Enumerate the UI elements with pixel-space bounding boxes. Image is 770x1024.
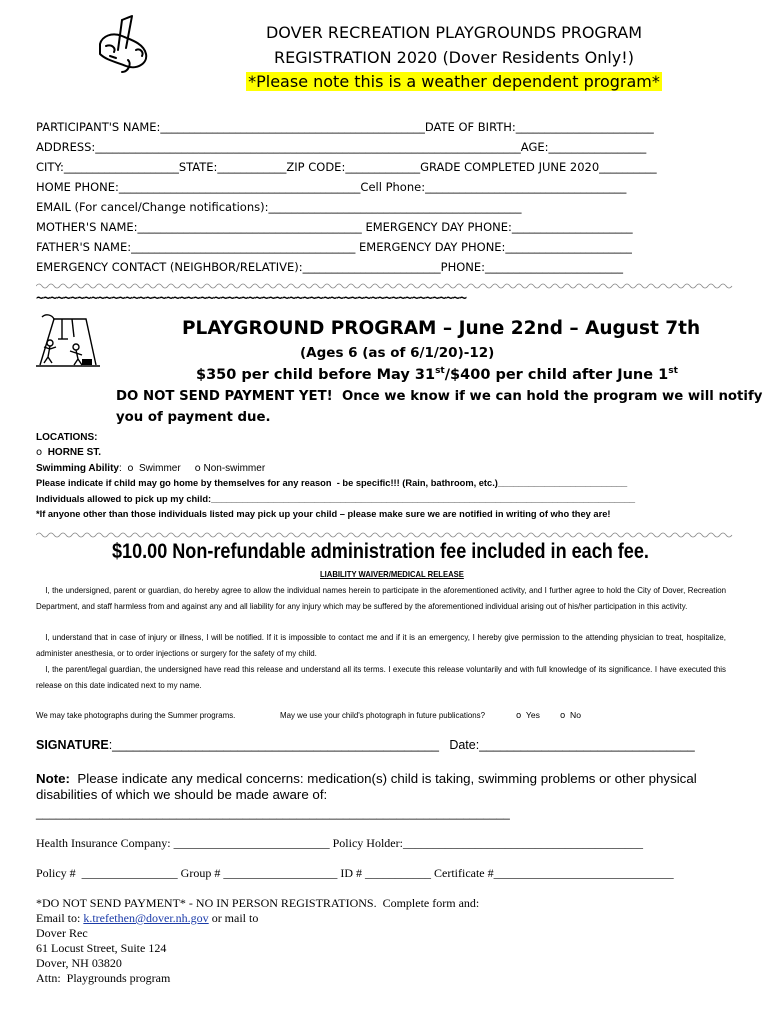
yes-label: Yes [525, 710, 540, 720]
medical-note-line2: disabilities of which we should be made aware of: [36, 787, 328, 802]
insurance-line1[interactable]: Health Insurance Company: __________________________ Policy Holder:________________________________________ [36, 836, 643, 850]
medical-answer-line[interactable]: _______________________________________________________________________ [36, 806, 510, 820]
mail-address-line1: Dover Rec [36, 926, 88, 940]
email-link[interactable]: k.trefethen@dover.nh.gov [83, 911, 209, 925]
insurance-line2[interactable]: Policy # ________________ Group # ___________________ ID # ___________ Certificate #______________________________ [36, 866, 674, 880]
waiver-paragraph-3: I, the parent/legal guardian, the undersigned have read this release and understand all its terms. I execute this release voluntarily and with full knowledge of its significance. I have executed this release on this date indicated next to my name. [36, 664, 726, 690]
wavy-divider-2 [36, 531, 736, 539]
playground-clipart-icon [36, 313, 100, 369]
pickup-field[interactable]: Individuals allowed to pick up my child:__________________________________________________________________________________ [36, 494, 636, 504]
note-label: Note: [36, 771, 70, 786]
no-label: No [570, 710, 582, 720]
email-prefix: Email to: [36, 911, 84, 925]
address-age-field[interactable]: ADDRESS:__________________________________________________________________________AGE:_________________ [36, 140, 647, 154]
note-text: Please indicate any medical concerns: medication(s) child is taking, swimming problems or other physical [69, 771, 697, 786]
mail-address-line3: Dover, NH 03820 [36, 956, 122, 970]
wavy-divider-1 [36, 281, 736, 291]
weather-notice [234, 72, 674, 91]
location-checkbox-icon[interactable]: o [36, 447, 43, 458]
swim-label: Swimming Ability [36, 463, 119, 474]
payment-notice-line1: DO NOT SEND PAYMENT YET! Once we know if we can hold the program we will notify [116, 389, 763, 404]
program-ages: (Ages 6 (as of 6/1/20)-12) [300, 345, 495, 361]
payment-notice-line2: you of payment due. [116, 410, 271, 425]
medical-note-line1 [36, 771, 697, 786]
no-radio-icon[interactable]: o [560, 711, 566, 721]
swimming-ability-row: Swimming Ability: o Swimmer o Non-swimmer [36, 463, 266, 474]
photo-no-option[interactable] [560, 710, 581, 721]
mail-address-line4: Attn: Playgrounds program [36, 971, 171, 985]
participant-name-dob-field[interactable]: PARTICIPANT'S NAME:______________________________________________DATE OF BIRTH:________________________ [36, 120, 654, 134]
non-swimmer-option: Non-swimmer [203, 463, 266, 474]
price-before: $350 per child before May 31 [196, 366, 436, 383]
non-swimmer-radio-icon[interactable]: o [194, 463, 201, 474]
home-cell-phone-field[interactable]: HOME PHONE:__________________________________________Cell Phone:___________________________________ [36, 180, 627, 194]
signature-label: SIGNATURE [36, 738, 109, 752]
footer-instructions: *DO NOT SEND PAYMENT* - NO IN PERSON REGISTRATIONS. Complete form and: [36, 896, 480, 910]
emergency-contact-field[interactable]: EMERGENCY CONTACT (NEIGHBOR/RELATIVE):________________________PHONE:________________________ [36, 260, 624, 274]
locations-heading: LOCATIONS: [36, 432, 98, 443]
yes-radio-icon[interactable]: o [516, 711, 522, 721]
price-before-sup: st [435, 366, 445, 376]
program-price [196, 366, 678, 383]
mother-name-phone-field[interactable]: MOTHER'S NAME:_______________________________________ EMERGENCY DAY PHONE:_____________________ [36, 220, 633, 234]
signature-line[interactable]: :_______________________________________________ [108, 738, 439, 752]
signature-field[interactable] [36, 738, 695, 752]
tilde-divider: ~~~~~~~~~~~~~~~~~~~~~~~~~~~~~~~~~~~~~~~~~~~~~~~~~~~~~~~~~~~~~~~ [36, 291, 467, 306]
date-line[interactable]: _______________________________ [479, 738, 695, 752]
form-title: DOVER RECREATION PLAYGROUNDS PROGRAM [265, 23, 643, 42]
photo-question: May we use your child's photograph in future publications? [280, 710, 486, 720]
form-subtitle: REGISTRATION 2020 (Dover Residents Only!) [274, 48, 634, 67]
email-field[interactable]: EMAIL (For cancel/Change notifications):____________________________________________ [36, 200, 522, 214]
mail-address-line2: 61 Locust Street, Suite 124 [36, 941, 167, 955]
photo-yes-option[interactable] [516, 710, 540, 721]
swimmer-radio-icon[interactable]: o [127, 463, 134, 474]
city-state-zip-grade-field[interactable]: CITY:____________________STATE:____________ZIP CODE:_____________GRADE COMPLETED JUNE 2020__________ [36, 160, 657, 174]
date-label: Date: [449, 738, 480, 752]
location-item[interactable] [36, 447, 101, 458]
waiver-title: LIABILITY WAIVER/MEDICAL RELEASE [320, 569, 464, 579]
footer-email-line [36, 911, 258, 926]
price-after: /$400 per child after June 1 [444, 366, 669, 383]
waiver-paragraph-1: I, the undersigned, parent or guardian, do hereby agree to allow the individual names herein to participate in the aforementioned activity, and I further agree to hold the City of Dover, Recreation Department, and staff harmless from and against any and all liability for any injury which may be suffered by the aforementioned individual arising out of his/her participation in this activity. [36, 585, 726, 611]
swimmer-option: Swimmer [139, 463, 181, 474]
waiver-paragraph-2: I, understand that in case of injury or illness, I will be notified. If it is impossible to contact me and if it is an emergency, I hereby give permission to the attending physician to treat, hospitalize, administer anesthesia, or to order injections or surgery for the safety of my child. [36, 632, 726, 658]
father-name-phone-field[interactable]: FATHER'S NAME:_______________________________________ EMERGENCY DAY PHONE:______________________ [36, 240, 632, 254]
program-title: PLAYGROUND PROGRAM – June 22nd – August 7th [182, 318, 701, 339]
price-after-sup: st [668, 366, 678, 376]
hand-pencil-logo-icon [92, 14, 154, 76]
home-alone-field[interactable]: Please indicate if child may go home by themselves for any reason - be specific!!! (Rain, bathroom, etc.)_________________________ [36, 478, 628, 488]
location-label: HORNE ST. [47, 447, 102, 458]
email-suffix: or mail to [208, 911, 259, 925]
weather-notice-text: *Please note this is a weather dependent program* [248, 72, 660, 91]
admin-fee-heading: $10.00 Non-refundable administration fee included in each fee. [112, 540, 649, 563]
pickup-warning: *If anyone other than those individuals listed may pick up your child – please make sure we are notified in writing of who they are! [36, 509, 611, 519]
photo-statement: We may take photographs during the Summer programs. [36, 710, 236, 720]
